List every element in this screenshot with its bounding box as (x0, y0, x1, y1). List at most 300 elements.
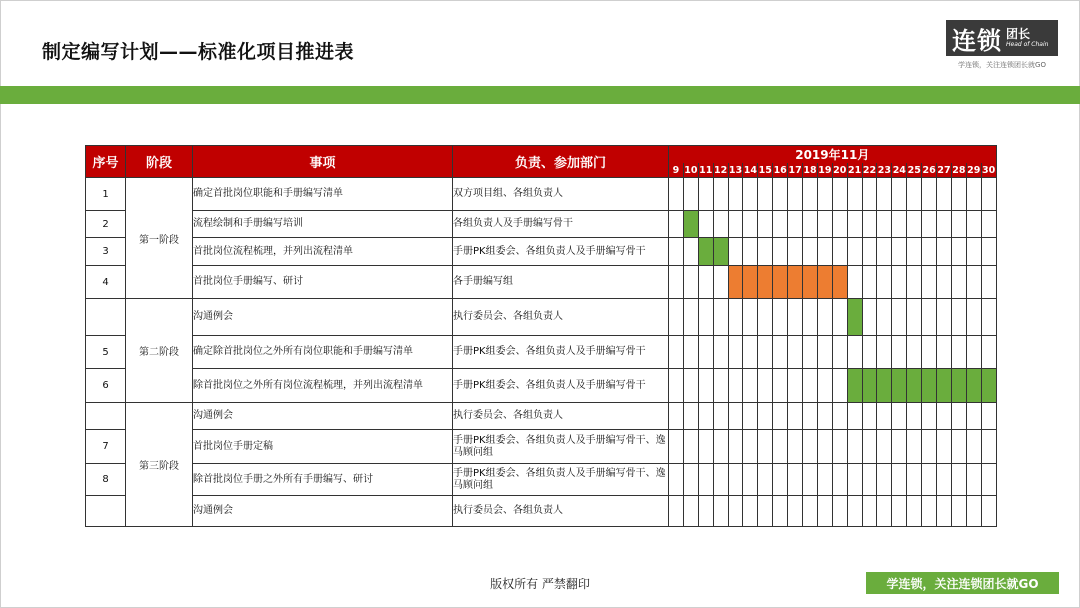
day-header: 15 (758, 164, 772, 176)
gantt-cell (922, 403, 937, 430)
gantt-cell (862, 403, 877, 430)
gantt-cell (743, 464, 758, 496)
gantt-cell (803, 336, 818, 369)
gantt-cell (713, 266, 728, 299)
gantt-cell (683, 336, 698, 369)
copyright-text: 版权所有 严禁翻印 (490, 577, 590, 591)
gantt-bar-cell (937, 369, 952, 403)
gantt-cell (758, 369, 773, 403)
gantt-cell (669, 211, 684, 238)
gantt-cell (892, 464, 907, 496)
gantt-cell (981, 266, 996, 299)
gantt-cell (758, 336, 773, 369)
gantt-cell (937, 430, 952, 464)
row-number: 4 (86, 266, 126, 299)
gantt-cell (966, 266, 981, 299)
gantt-cell (877, 336, 892, 369)
gantt-cell (862, 211, 877, 238)
day-header: 19 (818, 164, 832, 176)
gantt-cell (683, 238, 698, 266)
day-header: 16 (773, 164, 787, 176)
gantt-cell (922, 238, 937, 266)
gantt-bar-cell (877, 369, 892, 403)
gantt-cell (937, 403, 952, 430)
gantt-cell (773, 299, 788, 336)
gantt-cell (892, 336, 907, 369)
row-number: 1 (86, 178, 126, 211)
gantt-bar-cell (788, 266, 803, 299)
gantt-cell (907, 266, 922, 299)
header-month: 2019年11月 (669, 146, 997, 164)
table-row (86, 299, 997, 336)
task-cell: 沟通例会 (193, 403, 453, 430)
gantt-cell (683, 430, 698, 464)
gantt-cell (892, 430, 907, 464)
gantt-cell (922, 336, 937, 369)
gantt-cell (937, 496, 952, 527)
gantt-cell (773, 238, 788, 266)
day-header: 22 (862, 164, 877, 176)
day-header: 14 (743, 164, 758, 176)
gantt-cell (877, 211, 892, 238)
gantt-bar-cell (862, 369, 877, 403)
gantt-cell (951, 266, 966, 299)
gantt-cell (877, 430, 892, 464)
day-header: 11 (699, 164, 713, 176)
gantt-cell (713, 403, 728, 430)
task-cell: 沟通例会 (193, 496, 453, 527)
dept-cell: 手册PK组委会、各组负责人及手册编写骨干、逸马顾问组 (453, 464, 669, 496)
gantt-cell (832, 336, 847, 369)
gantt-cell (788, 299, 803, 336)
day-header: 28 (952, 164, 966, 176)
gantt-cell (683, 464, 698, 496)
gantt-cell (922, 266, 937, 299)
gantt-cell (966, 299, 981, 336)
row-number (86, 403, 126, 430)
gantt-cell (832, 238, 847, 266)
gantt-bar-cell (803, 266, 818, 299)
header-task: 事项 (193, 146, 453, 178)
gantt-bar-cell (847, 299, 862, 336)
task-cell: 首批岗位流程梳理，并列出流程清单 (193, 238, 453, 266)
gantt-cell (907, 211, 922, 238)
gantt-cell (773, 211, 788, 238)
logo-side-sub: Head of Chain (1006, 41, 1049, 48)
gantt-cell (743, 496, 758, 527)
header-dept: 负责、参加部门 (453, 146, 669, 178)
gantt-cell (743, 336, 758, 369)
gantt-cell (817, 496, 832, 527)
gantt-cell (877, 238, 892, 266)
gantt-cell (728, 336, 743, 369)
dept-cell: 各手册编写组 (453, 266, 669, 299)
table-row (86, 464, 997, 496)
gantt-cell (847, 464, 862, 496)
gantt-cell (892, 266, 907, 299)
gantt-cell (713, 430, 728, 464)
gantt-cell (743, 369, 758, 403)
dept-cell: 双方项目组、各组负责人 (453, 178, 669, 211)
dept-cell: 执行委员会、各组负责人 (453, 496, 669, 527)
gantt-cell (832, 430, 847, 464)
gantt-cell (907, 178, 922, 211)
task-cell: 确定首批岗位职能和手册编写清单 (193, 178, 453, 211)
gantt-cell (937, 266, 952, 299)
row-number: 3 (86, 238, 126, 266)
gantt-cell (743, 211, 758, 238)
gantt-cell (937, 211, 952, 238)
gantt-cell (773, 464, 788, 496)
gantt-cell (951, 430, 966, 464)
gantt-cell (847, 496, 862, 527)
gantt-cell (758, 496, 773, 527)
gantt-cell (966, 403, 981, 430)
gantt-cell (758, 178, 773, 211)
gantt-bar-cell (713, 238, 728, 266)
gantt-bar-cell (847, 369, 862, 403)
gantt-cell (951, 211, 966, 238)
gantt-cell (683, 496, 698, 527)
table-row (86, 496, 997, 527)
gantt-cell (877, 464, 892, 496)
gantt-cell (981, 178, 996, 211)
gantt-cell (743, 178, 758, 211)
gantt-cell (981, 238, 996, 266)
gantt-cell (728, 430, 743, 464)
gantt-cell (713, 369, 728, 403)
gantt-cell (803, 369, 818, 403)
gantt-cell (937, 238, 952, 266)
gantt-cell (981, 403, 996, 430)
table-row (86, 238, 997, 266)
gantt-cell (892, 211, 907, 238)
day-header: 27 (937, 164, 951, 176)
gantt-cell (788, 430, 803, 464)
gantt-cell (832, 369, 847, 403)
gantt-cell (862, 496, 877, 527)
gantt-cell (669, 178, 684, 211)
gantt-cell (892, 238, 907, 266)
task-cell: 确定除首批岗位之外所有岗位职能和手册编写清单 (193, 336, 453, 369)
dept-cell: 执行委员会、各组负责人 (453, 403, 669, 430)
gantt-cell (803, 178, 818, 211)
gantt-cell (937, 464, 952, 496)
gantt-bar-cell (698, 238, 713, 266)
gantt-cell (907, 403, 922, 430)
row-number: 5 (86, 336, 126, 369)
gantt-cell (981, 430, 996, 464)
gantt-cell (728, 178, 743, 211)
gantt-cell (966, 178, 981, 211)
dept-cell: 手册PK组委会、各组负责人及手册编写骨干 (453, 369, 669, 403)
gantt-cell (981, 464, 996, 496)
gantt-cell (922, 178, 937, 211)
task-cell: 流程绘制和手册编写培训 (193, 211, 453, 238)
table-row (86, 369, 997, 403)
gantt-cell (877, 403, 892, 430)
gantt-cell (817, 238, 832, 266)
gantt-bar-cell (922, 369, 937, 403)
gantt-cell (862, 238, 877, 266)
gantt-cell (892, 178, 907, 211)
gantt-bar-cell (832, 266, 847, 299)
gantt-bar-cell (892, 369, 907, 403)
gantt-cell (743, 403, 758, 430)
gantt-cell (937, 336, 952, 369)
day-header: 25 (907, 164, 921, 176)
gantt-cell (728, 464, 743, 496)
gantt-cell (803, 299, 818, 336)
gantt-cell (847, 266, 862, 299)
gantt-cell (817, 336, 832, 369)
gantt-bar-cell (743, 266, 758, 299)
table-row (86, 211, 997, 238)
gantt-cell (892, 403, 907, 430)
gantt-cell (817, 178, 832, 211)
gantt-cell (743, 430, 758, 464)
gantt-cell (758, 430, 773, 464)
gantt-bar-cell (758, 266, 773, 299)
gantt-cell (922, 496, 937, 527)
gantt-cell (966, 430, 981, 464)
day-header: 23 (877, 164, 892, 176)
day-header: 12 (714, 164, 728, 176)
day-header: 10 (684, 164, 698, 176)
row-number (86, 496, 126, 527)
table-row (86, 430, 997, 464)
gantt-cell (788, 496, 803, 527)
gantt-cell (803, 403, 818, 430)
gantt-cell (669, 238, 684, 266)
gantt-cell (817, 369, 832, 403)
gantt-cell (773, 369, 788, 403)
row-number (86, 299, 126, 336)
gantt-cell (951, 403, 966, 430)
logo-tagline: 学连锁，关注连锁团长就GO (958, 61, 1046, 69)
gantt-cell (922, 464, 937, 496)
table-row (86, 336, 997, 369)
dept-cell: 执行委员会、各组负责人 (453, 299, 669, 336)
gantt-cell (669, 403, 684, 430)
gantt-cell (862, 430, 877, 464)
gantt-cell (758, 403, 773, 430)
gantt-cell (907, 299, 922, 336)
header-band (0, 86, 1080, 104)
gantt-cell (758, 299, 773, 336)
gantt-bar-cell (728, 266, 743, 299)
gantt-cell (743, 238, 758, 266)
project-schedule-table (85, 145, 997, 527)
row-number: 8 (86, 464, 126, 496)
gantt-cell (966, 211, 981, 238)
day-header: 20 (833, 164, 847, 176)
gantt-cell (698, 178, 713, 211)
gantt-cell (951, 178, 966, 211)
gantt-cell (698, 369, 713, 403)
gantt-cell (817, 299, 832, 336)
gantt-cell (728, 238, 743, 266)
gantt-cell (922, 299, 937, 336)
gantt-cell (877, 299, 892, 336)
gantt-cell (683, 403, 698, 430)
task-cell: 沟通例会 (193, 299, 453, 336)
gantt-cell (892, 299, 907, 336)
gantt-cell (877, 178, 892, 211)
gantt-cell (966, 238, 981, 266)
gantt-cell (847, 403, 862, 430)
day-header: 9 (669, 163, 684, 178)
gantt-cell (698, 299, 713, 336)
gantt-cell (713, 496, 728, 527)
gantt-cell (788, 403, 803, 430)
gantt-cell (758, 238, 773, 266)
gantt-cell (907, 464, 922, 496)
header-num: 序号 (86, 146, 126, 178)
gantt-cell (773, 430, 788, 464)
table-row (86, 403, 997, 430)
gantt-cell (669, 496, 684, 527)
gantt-cell (773, 496, 788, 527)
gantt-cell (966, 464, 981, 496)
gantt-cell (758, 211, 773, 238)
task-cell: 首批岗位手册定稿 (193, 430, 453, 464)
gantt-cell (669, 266, 684, 299)
gantt-cell (981, 496, 996, 527)
gantt-cell (683, 178, 698, 211)
gantt-cell (728, 496, 743, 527)
gantt-cell (773, 403, 788, 430)
gantt-cell (803, 211, 818, 238)
day-header: 17 (788, 164, 802, 176)
gantt-cell (892, 496, 907, 527)
day-header: 26 (922, 164, 936, 176)
gantt-cell (966, 496, 981, 527)
stage-label: 第三阶段 (126, 403, 193, 527)
gantt-cell (862, 464, 877, 496)
gantt-cell (832, 403, 847, 430)
gantt-cell (847, 336, 862, 369)
gantt-cell (832, 496, 847, 527)
gantt-cell (966, 336, 981, 369)
gantt-cell (907, 430, 922, 464)
gantt-cell (713, 211, 728, 238)
dept-cell: 各组负责人及手册编写骨干 (453, 211, 669, 238)
day-header: 13 (728, 164, 743, 176)
gantt-cell (922, 211, 937, 238)
logo-main-text: 连锁 (952, 26, 1002, 55)
gantt-cell (698, 464, 713, 496)
gantt-cell (683, 266, 698, 299)
gantt-cell (713, 178, 728, 211)
gantt-cell (788, 369, 803, 403)
day-header: 24 (892, 164, 906, 176)
gantt-cell (788, 336, 803, 369)
gantt-cell (683, 299, 698, 336)
gantt-bar-cell (981, 369, 996, 403)
gantt-cell (713, 299, 728, 336)
gantt-cell (847, 238, 862, 266)
gantt-cell (698, 211, 713, 238)
gantt-cell (817, 464, 832, 496)
brand-logo (946, 20, 1058, 56)
gantt-cell (817, 430, 832, 464)
gantt-cell (803, 238, 818, 266)
gantt-cell (951, 496, 966, 527)
gantt-cell (877, 496, 892, 527)
gantt-bar-cell (817, 266, 832, 299)
row-number: 2 (86, 211, 126, 238)
stage-label: 第二阶段 (126, 299, 193, 403)
gantt-cell (907, 496, 922, 527)
gantt-cell (862, 299, 877, 336)
gantt-cell (817, 211, 832, 238)
gantt-cell (937, 299, 952, 336)
row-number: 6 (86, 369, 126, 403)
gantt-cell (847, 211, 862, 238)
gantt-bar-cell (773, 266, 788, 299)
gantt-cell (803, 496, 818, 527)
day-header: 30 (982, 164, 996, 176)
gantt-cell (669, 369, 684, 403)
task-cell: 除首批岗位手册之外所有手册编写、研讨 (193, 464, 453, 496)
gantt-cell (981, 336, 996, 369)
gantt-cell (803, 464, 818, 496)
gantt-cell (698, 403, 713, 430)
gantt-cell (728, 211, 743, 238)
gantt-cell (743, 299, 758, 336)
gantt-cell (698, 336, 713, 369)
gantt-cell (817, 403, 832, 430)
dept-cell: 手册PK组委会、各组负责人及手册编写骨干 (453, 238, 669, 266)
gantt-cell (669, 299, 684, 336)
task-cell: 除首批岗位之外所有岗位流程梳理，并列出流程清单 (193, 369, 453, 403)
gantt-cell (862, 336, 877, 369)
gantt-cell (698, 496, 713, 527)
row-number: 7 (86, 430, 126, 464)
day-header: 18 (803, 164, 817, 176)
gantt-cell (951, 299, 966, 336)
gantt-cell (922, 430, 937, 464)
gantt-cell (788, 238, 803, 266)
gantt-cell (788, 464, 803, 496)
gantt-cell (981, 211, 996, 238)
page-title: 制定编写计划——标准化项目推进表 (42, 41, 355, 63)
day-header: 21 (848, 164, 862, 176)
gantt-cell (683, 369, 698, 403)
gantt-cell (728, 299, 743, 336)
gantt-cell (713, 336, 728, 369)
gantt-cell (907, 238, 922, 266)
gantt-cell (907, 336, 922, 369)
dept-cell: 手册PK组委会、各组负责人及手册编写骨干 (453, 336, 669, 369)
gantt-cell (788, 211, 803, 238)
gantt-bar-cell (966, 369, 981, 403)
gantt-cell (847, 430, 862, 464)
stage-label: 第一阶段 (126, 178, 193, 299)
gantt-cell (698, 266, 713, 299)
gantt-cell (937, 178, 952, 211)
gantt-cell (981, 299, 996, 336)
gantt-cell (669, 464, 684, 496)
gantt-cell (951, 464, 966, 496)
gantt-cell (728, 403, 743, 430)
gantt-cell (788, 178, 803, 211)
table-row (86, 178, 997, 211)
header-stage: 阶段 (126, 146, 193, 178)
gantt-cell (832, 211, 847, 238)
gantt-cell (832, 178, 847, 211)
